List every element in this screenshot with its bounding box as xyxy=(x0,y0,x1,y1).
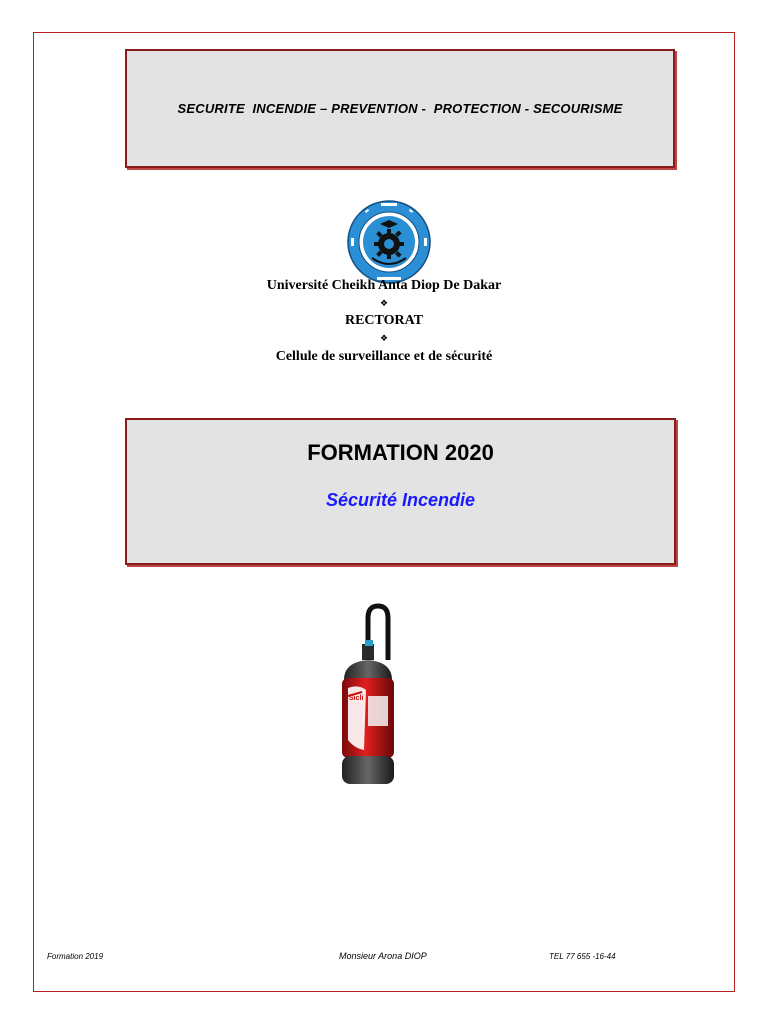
cellule-label: Cellule de surveillance et de sécurité xyxy=(275,349,493,364)
rectorat-label: RECTORAT xyxy=(344,313,424,328)
fire-extinguisher-icon xyxy=(328,600,408,788)
footer-left-text: Formation 2019 xyxy=(47,952,104,961)
separator-diamond-2: ❖ xyxy=(379,333,389,343)
header-tagline: SECURITE INCENDIE – PREVENTION - PROTECTION - SECOURISME xyxy=(177,101,623,116)
formation-subtitle: Sécurité Incendie xyxy=(325,490,476,510)
footer-phone: TEL 77 655 -16-44 xyxy=(549,952,616,961)
university-seal-icon xyxy=(347,200,431,284)
header-box xyxy=(125,49,675,168)
formation-box xyxy=(125,418,676,565)
svg-text:Sicli: Sicli xyxy=(349,695,364,702)
formation-title: FORMATION 2020 xyxy=(307,440,494,465)
footer-author: Monsieur Arona DIOP xyxy=(339,951,427,961)
university-name: Université Cheikh Anta Diop De Dakar xyxy=(266,278,502,293)
separator-diamond-1: ❖ xyxy=(379,298,389,308)
